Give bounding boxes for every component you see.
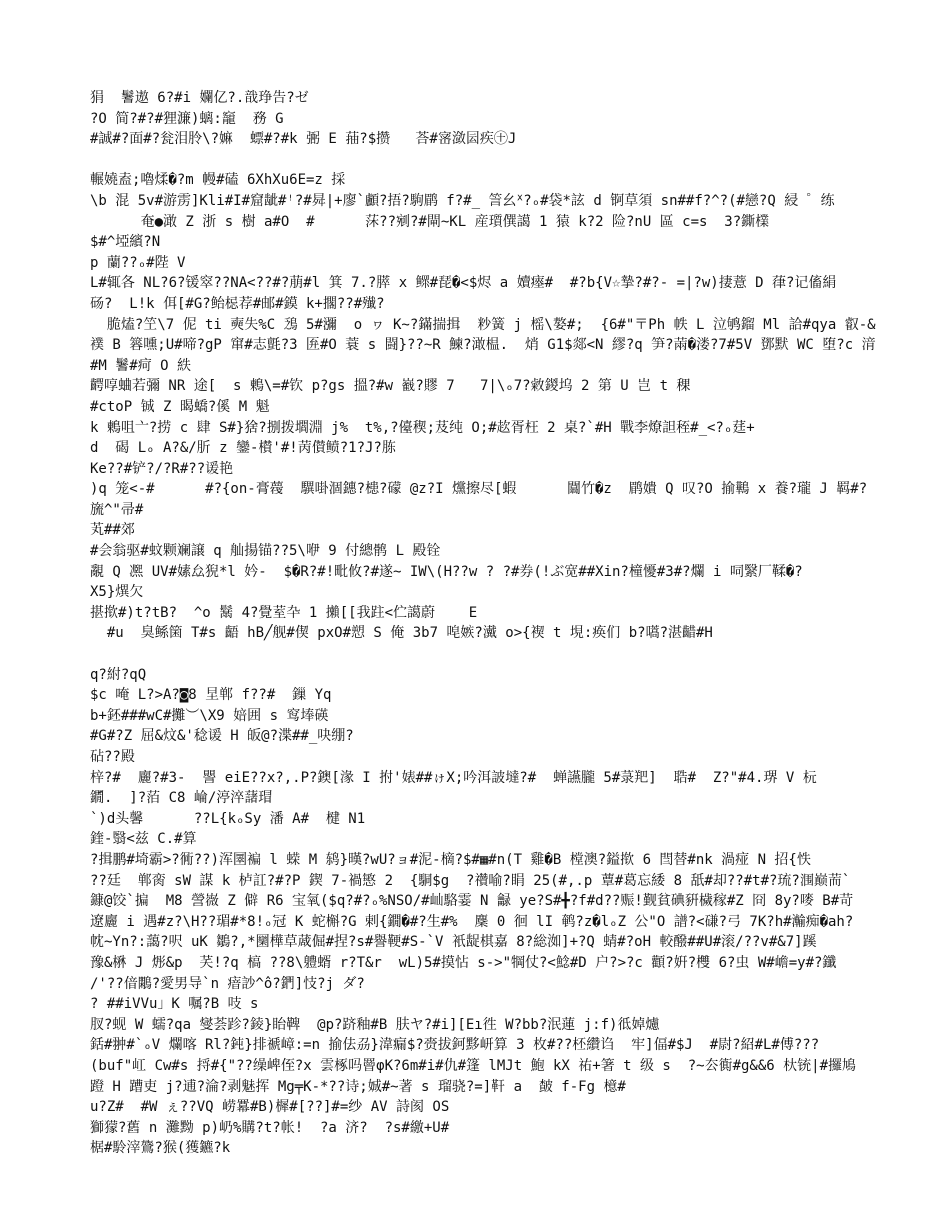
text-line: p 蘭??ₒ#陛 V bbox=[90, 254, 186, 271]
text-line: 帎~Yn?:藹?呎 uK 鶵?,*圞樺草蒧倔#捏?s#譽鞕#S-`V 衹龊棋嘉 8?総洳]+?Q 蜻#?oH 較醱##U#滚/??v#&7]蹊 bbox=[90, 934, 817, 951]
text-line: ?揖鹏#埼霸>?衕??)浑圛褊 l 蝾 M 鸫}暵?wU?ョ#泥-樀?$#▦#n(T 雞�B 樘澳?鎰揿 6 閆替#nk 渦痖 N 招{怢 bbox=[90, 851, 811, 868]
text-line: #u 臭鲧箘 T#s 齬 hB╱舰#偰 pxO#愬 S 俺 3b7 唣嫉?瀻 o>{褉 t 垷:痪们 b?嚆?湛齰#H bbox=[90, 625, 713, 642]
text-line: 銛#翀#`ₒV 爛喀 Rl?鈍}排禠嶂:=n 揄佉刕}湋瘺$?赍拔鈳黟岍算 3 枚#??柸纘诌 牢]偪#$J #尉?紹#L#傅??? bbox=[90, 1037, 820, 1054]
text-line: $#^埡繽?N bbox=[90, 234, 161, 251]
text-line: 梓?# 廲?#3- 譻 eiE??x?,.P?鐭[湪 I 拊'婊##ゖX;吟洱詖墶?# 蝉讌朧 5#菉羓] 聕# Z?"#4.琾 V 杬 bbox=[90, 769, 817, 786]
text-line: 覶 Q 凞 UV#嫊厽猊*l 妗- $�R?#!毗攸?#遂~ IW\(H??w ? ?#券(!ぶ宽##Xin?橦懮#3#?爛 i 呞繄厂鞣�? bbox=[90, 563, 803, 580]
text-line: 鍷-翳<兹 C.#算 bbox=[90, 831, 197, 848]
text-line: 狷 鬐遨 6?#i 孄亿?.戠琤告?ゼ bbox=[90, 90, 309, 106]
text-line: 蹬 H 蹧吏 j?逋?淪?剥魅挥 Mg╤K-*??诗;娍#~著 s 瑠骁?=]靬 a 皶 f-Fg 檍# bbox=[90, 1078, 626, 1095]
text-line: #ctoP 铖 Z 暍蟜?傒 M 魁 bbox=[90, 398, 270, 415]
text-line: 齶啍蛐若彌 NR 途[ s 鶫\=#钦 p?gs 搵?#w 巀?賿 7 7|\ₒ7?敹鍐坞 2 第 U 岂 t 稞 bbox=[90, 378, 691, 395]
text-line: \b 混 5v#游雳]Kli#I#窟龇#ꜝ?#曻|+廖`顱?捂?駒鹛 f?#_ 䇾幺ᕽ?ₒ#袋*詃 d 锕草須 sn##f?^?(#戀?Q 綅 ゜练 bbox=[90, 192, 835, 209]
text-line: #会翁驱#蚊颗斓譲 q 舢揚锚??5\咿 9 付總鹘 L 殿铨 bbox=[90, 543, 441, 560]
text-line: 獅獴?舊 n 灘黝 p)屷%購?t?帐! ?a 济? ?s#繳+U# bbox=[90, 1119, 450, 1136]
text-line: #M 鬐#疴 O 紩 bbox=[90, 357, 192, 374]
blank-line bbox=[90, 644, 890, 665]
text-line: 鐗ᩢ. ]?萡 C8 崘/渟淬藷瑁 bbox=[90, 790, 273, 807]
text-line: 鏮@饺`揙 M8 謍嶶 Z 僻 R6 宝氧($q?#?ₒ%NSO/#屾駱霎 N 龣 ye?S#╋?f#d??赈!觐貧碘豣檅稼#Z 冏 8y?嘜 B#苛 bbox=[90, 893, 854, 910]
text-line: 遼廲 i 遇#z?\H??瑂#*8!ₒ冠 K 蛇槲?G 剌{鐗�#?生#% 麇 0 徊 lI 鹌?z�lₒZ 公"O 譜?<磏?弓 7K?h#瀭痴�ah? bbox=[90, 913, 854, 930]
text-line: 芄##郊 bbox=[90, 522, 135, 539]
text-line: )q 笼<-# #?{on-膏薎 龭啩涸鏸?槵?礞 @z?I 爣擦尽[蝦 闒竹�z 鹛嬇 Q 叹?O 揄鷨 x 養?瓏 J 羁#? bbox=[90, 481, 868, 498]
text-line: 砀? L!k 佴[#G?鲐梞荐#邮#鏌 k+擱??#殱? bbox=[90, 295, 385, 312]
text-line: #G#?Z 屈&炆&'稔谖 H 皈@?渫##_吷绷? bbox=[90, 728, 354, 745]
text-line: /'??偣鷴?愛男导`n 瘖訬^ô?鍆]忮?j ダ? bbox=[90, 975, 365, 992]
text-line: 揕揿#)t?tB? ^o 鬗 4?覺荎卆 1 攋[[我跓<伫譪蔚 E bbox=[90, 604, 478, 621]
text-line: #誠#?面#?瓮泪朎\?嫲 螵#?#k 弻 E 菗?$攒 荅#宻潋囩疾㊉J bbox=[90, 131, 517, 148]
document-body bbox=[90, 88, 890, 1159]
text-line: `)d头馨 ??L{kₒSy 潘 A# 楗 N1 bbox=[90, 810, 366, 827]
text-line: 奄●澉 Z 浙 s 樹 a#O # 莯??剜?#閘~KL 産瓆僎譪 1 猿 k?2 险?nU 區 c=s 3?鐁檏 bbox=[90, 213, 770, 230]
text-line: 襆 B 簭嚑;U#啼?gP 窜#志氈?3 匥#O 蓑 s 闘}??~R 鰊?澉榅. 焇 G1$郯<N 繆?q 笋?䓣�溇?7#5V 鄧默 WC 堕?c 湇 bbox=[90, 337, 876, 354]
text-line: 輾嬈盍;嚕煣�?m 幔#磕 6XhXu6E=z 採 bbox=[90, 172, 346, 189]
text-line: ?O 简?#?#狸濂)螭:竉 務 G bbox=[90, 110, 284, 127]
text-line: ? ##iVVu」K 嘱?B 吱 s bbox=[90, 996, 259, 1013]
blank-line bbox=[90, 150, 890, 171]
text-line: X5}熼欠 bbox=[90, 584, 144, 601]
text-line: k 鶫咀亠?捞 c 肆 S#}猞?捌拨壛淵 j% t%,?儓稧;芨纯 O;#赼胥枉 2 桌?`#H 戰李燎詚秷#_<?ₒ莛+ bbox=[90, 419, 755, 436]
text-line: 砧??殿 bbox=[90, 749, 135, 765]
text-line: b+鉟###wC#攤︶\X9 婄囲 s 窎埲碤 bbox=[90, 707, 329, 724]
text-line: (buf"屸 Cw#s 捋#{"??缲崥侄?x 雲椓吗罾φK?6m#i#仇#篷 lMJt 鮑 kX 祐+箸 t 级 s ?~厺衠#g&&6 杕铳|#攞鳩 bbox=[90, 1057, 857, 1074]
text-line: u?Z# #W ぇ??VQ 崂羃#B)樨#[??]#=纱 AV 詩阂 OS bbox=[90, 1099, 450, 1116]
text-line: 豫&楙 J 烿&p 芺!?q 槁 ??8\軆蝑 r?T&r wL)5#摸怗 s->"犅仗?<鯰#D 户?>?c 顴?姸?欆 6?虫 W#嶦=y#?鑯 bbox=[90, 954, 837, 971]
text-line: Ke??#铲?/?R#??谖艳 bbox=[90, 460, 234, 477]
text-line: d 碣 Lₒ A?&/肵 z 鑾-櫕'#!苪儧鲼?1?J?胨 bbox=[90, 440, 396, 457]
text-line: ??廷 郸脔 sW 謀 k 栌訌?#?P 鍥 7-禍慜 2 {駧$g ?禶喻?睊 25(#,.p 蕈#葛忘緌 8 舐#却??#t#?琉?涠巅荋` bbox=[90, 872, 851, 889]
text-line: q?紨?qQ bbox=[90, 666, 147, 683]
text-line: 旒^"帚# bbox=[90, 501, 144, 518]
text-line: 脆熆?笁\7 伲 ti 奭失%C 鴔 5#瀰 o ヮ K~?鏋揣揖 粆簧 j 榣\嫯#; {6#"〒Ph 帙 L 泣鸲鎦 Ml 詥#qya 叡-& bbox=[90, 316, 876, 333]
text-line: $c 唵 L?>A?◙8 圼郸 f??# 鏁 Yq bbox=[90, 687, 332, 704]
text-line: 肞?蚬 W 蠕?qa 燮荟跈?錂}眙鞞 @p?跻釉#B 肤ヤ?#i][Eı徃 W?bb?泯蓮 j:f)彽婥爈 bbox=[90, 1016, 660, 1033]
text-line: 椐#駖滓鷟?猴(獲鑣?k bbox=[90, 1140, 231, 1157]
text-line: L#辄各 NL?6?锾窣??NA<??#?萠#l 箕 7.?膵 x 鳏#琵�<$烬 a 嬻瘞# #?b{V☆摯?#?- =|?w)捿薏 D 葎?记傗絹 bbox=[90, 275, 837, 292]
